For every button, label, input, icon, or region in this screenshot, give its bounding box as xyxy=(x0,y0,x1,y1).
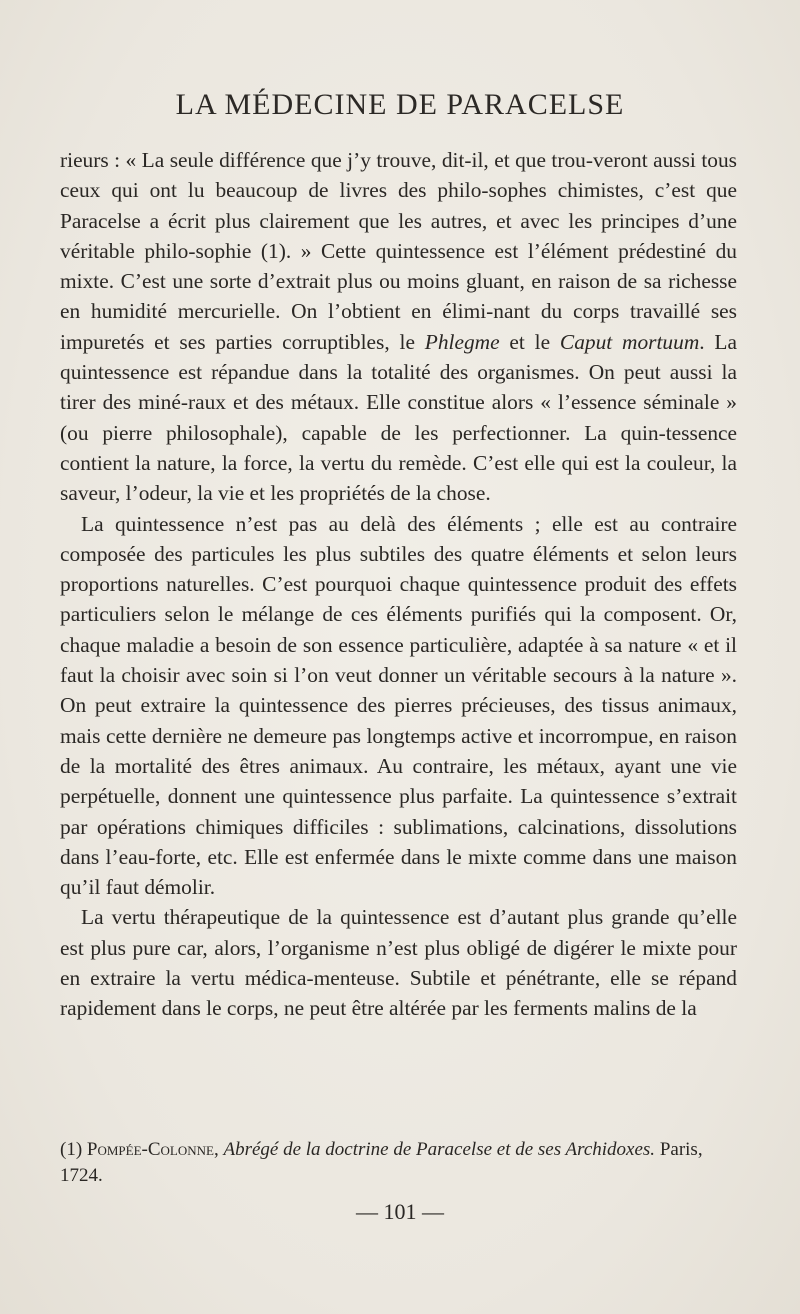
paragraph-1-text-b: et le xyxy=(499,329,560,354)
footnote-author: Pompée-Colonne, xyxy=(86,1139,219,1160)
body-text xyxy=(60,145,737,1024)
paragraph-3: La vertu thérapeutique de la quintessence est d’autant plus grande qu’elle est plus pure car, alors, l’organisme n’est plus obligé de digérer le mixte pour en extraire la vertu médica-menteuse. Subtile et pénétrante, elle se répand rapidement dans le corps, ne peut être altérée par les ferments malins de la xyxy=(60,905,737,1021)
running-header: LA MÉDECINE DE PARACELSE xyxy=(175,88,625,121)
paragraph-1-text-c: . La quintessence est répandue dans la totalité des organismes. On peut aussi la tirer des miné-raux et des métaux. Elle constitue alors « l’essence séminale » (ou pierre philosophale), capable de les perfectionner. La quin-tessence contient la nature, la force, la vertu du remède. C’est elle qui est la couleur, la saveur, l’odeur, la vie et les propriétés de la chose. xyxy=(60,329,737,506)
footnote-marker: (1) xyxy=(60,1139,83,1160)
caput-mortuum-term: Caput mortuum xyxy=(559,329,700,354)
footnote xyxy=(60,1137,737,1189)
phlegme-term: Phlegme xyxy=(424,329,500,354)
paragraph-1 xyxy=(60,145,737,509)
footnote-imprint: Paris, 1724. xyxy=(60,1139,703,1186)
paragraph-2: La quintessence n’est pas au delà des éléments ; elle est au contraire composée des particules les plus subtiles des quatre éléments et selon leurs proportions naturelles. C’est pourquoi chaque quintessence produit des effets particuliers selon le mélange de ces éléments purifiés qui la composent. Or, chaque maladie a besoin de son essence particulière, adaptée à sa nature « et il faut la choisir avec soin si l’on veut donner un véritable secours à la nature ». On peut extraire la quintessence des pierres précieuses, des tissus animaux, mais cette dernière ne demeure pas longtemps active et incorrompue, en raison de la mortalité des êtres animaux. Au contraire, les métaux, ayant une vie perpétuelle, donnent une quintessence plus parfaite. La quintessence s’extrait par opérations chimiques difficiles : sublimations, calcinations, dissolutions dans l’eau-forte, etc. Elle est enfermée dans le mixte comme dans une maison qu’il faut démolir. xyxy=(60,511,737,900)
footnote-title: Abrégé de la doctrine de Paracelse et de ses Archidoxes. xyxy=(223,1139,656,1160)
paragraph-1-text-a: rieurs : « La seule différence que j’y trouve, dit-il, et que trou-veront aussi tous ceux qui ont lu beaucoup de livres des philo-sophes chimistes, c’est que Paracelse a écrit plus clairement que les autres, et avec les principes d’une véritable philo-sophie (1). » Cette quintessence est l’élément prédestiné du mixte. C’est une sorte d’extrait plus ou moins gluant, en raison de sa richesse en humidité mercurielle. On l’obtient en élimi-nant du corps travaillé ses impuretés et ses parties corruptibles, le xyxy=(60,148,737,354)
page-number: — 101 — xyxy=(356,1199,444,1224)
